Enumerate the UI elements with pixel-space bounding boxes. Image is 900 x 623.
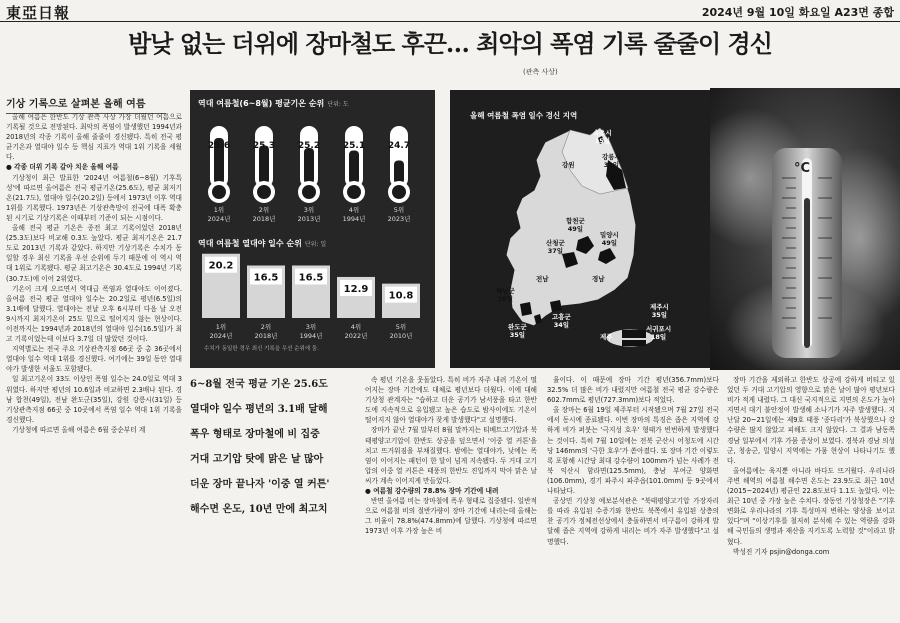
year-label: 2022년 bbox=[344, 332, 368, 340]
map-label-jeju: 제주 bbox=[600, 333, 613, 341]
article-paragraph: 공상민 기상청 예보분석관은 "북태평양고기압 가장자리를 따라 유입된 수증기와 한반도 북쪽에서 유입된 상층의 찬 공기가 정체전선상에서 충돌하면서 비구름이 강하게 발달해 좁은 지역에 강하게 내리는 비가 자주 발생했다"고 설명했다. bbox=[547, 497, 719, 546]
rank-label: 4위 bbox=[350, 323, 362, 331]
deck-line: 해수면 온도, 10년 만에 최고치 bbox=[190, 504, 328, 515]
year-label: 2023년 bbox=[387, 215, 411, 223]
data-label: 25.1 bbox=[342, 141, 366, 151]
map-label-wando: 완도군 35일 bbox=[508, 323, 527, 339]
headline: 밤낮 없는 더위에 장마철도 후끈… 최악의 폭염 기록 줄줄이 경신 bbox=[128, 29, 772, 58]
data-label: 16.5 bbox=[298, 272, 324, 284]
article-column-4 bbox=[727, 375, 895, 620]
article-paragraph: 올여름에는 육지뿐 아니라 바다도 뜨거웠다. 우리나라 주변 해역의 여름철 해수면 온도는 23.9도로 최근 10년(2015~2024년) 평균인 22.8도보다 1.1도 높았다. 이는 최근 10년 중 가장 높은 수치다. 장동언 기상청장은 "기후변화로 우리나라의 기후 특성마저 변하는 양상을 보이고 있다"며 "이상기후를 철저히 분석해 수 있는 역량을 강화해 국민들의 생명과 재산을 지키도록 노력할 것"이라고 밝혔다. bbox=[727, 466, 895, 546]
year-label: 1994년 bbox=[299, 332, 323, 340]
map-label-seogwipo: 서귀포시 18일 bbox=[646, 325, 672, 341]
newspaper-logo: 東亞日報 bbox=[6, 4, 71, 22]
map-label-gangneung: 강릉시 31일 bbox=[602, 153, 621, 169]
rank-label: 1위 bbox=[213, 206, 225, 214]
rank-label: 2위 bbox=[260, 323, 272, 331]
year-label: 2024년 bbox=[209, 332, 233, 340]
data-label: 12.9 bbox=[343, 283, 369, 295]
data-label: 24.7 bbox=[387, 141, 411, 151]
map-label-hapcheon: 합천군 49일 bbox=[566, 217, 585, 233]
seogwipo-region bbox=[622, 340, 646, 346]
tropical-nights-bar-chart bbox=[190, 90, 435, 365]
data-label: 25.2 bbox=[297, 141, 321, 151]
haenam-region bbox=[520, 302, 532, 316]
sidebar-title: 기상 기록으로 살펴본 올해 여름 bbox=[6, 95, 166, 114]
article-subhead: ● 여름철 강수량의 78.8% 장마 기간에 내려 bbox=[365, 487, 499, 496]
article-paragraph: 속 평년 기온을 웃돌았다. 특히 비가 자주 내려 기온이 떨어지는 장마 기간에도 대체로 평년보다 더웠다. 이에 대해 기상청 관계자는 "습하고 더운 공기가 남서풍을 타고 한반도에 지속적으로 유입됐고 높은 습도로 밤사이에도 기온이 떨어지지 않아 열대야가 잦게 발생했다"고 설명했다. bbox=[365, 376, 537, 425]
rank-label: 5위 bbox=[395, 323, 407, 331]
thermometer-photo bbox=[710, 88, 900, 370]
deck-line: 거대 고기압 탓에 맑은 날 많아 bbox=[190, 454, 324, 465]
chart-unit-temperature: 단위: 도 bbox=[327, 101, 349, 108]
deck-line: 열대야 일수 평년의 3.1배 달해 bbox=[190, 404, 328, 415]
jeju-city-region bbox=[622, 330, 646, 338]
article-column-1 bbox=[6, 112, 182, 620]
data-label: 10.8 bbox=[388, 290, 414, 302]
data-label: 25.6 bbox=[207, 141, 231, 151]
chart-title-tropical-nights: 역대 여름철 열대야 일수 순위 단위: 일 bbox=[198, 239, 327, 248]
rank-label: 1위 bbox=[215, 323, 227, 331]
data-label: 25.3 bbox=[252, 141, 276, 151]
article-paragraph: 기온이 크게 오르면서 역대급 폭염과 열대야도 이어졌다. 올여름 전국 평균 열대야 일수는 20.2일로 평년(6.5일)의 3.1배에 달했다. 열대야는 전날 오후 6시부터 다음 날 오전 9시까지 최저기온이 25도 밑으로 떨어지지 않는 현상이다. 이전까지는 1994년과 2018년의 열대야 일수(16.5일)가 최고 기록이었는데 이보다 3.7일 더 많았던 것이다. bbox=[6, 284, 182, 344]
chart-note: 수치가 동일한 경우 최신 기록을 우선 순위에 둠. bbox=[204, 346, 319, 352]
article-paragraph: 박성진 기자 psjin@donga.com bbox=[733, 547, 830, 556]
data-label: 20.2 bbox=[208, 260, 234, 272]
chart-title-temperature: 역대 여름철(6~8월) 평균기온 순위 단위: 도 bbox=[198, 99, 349, 108]
thermometer-unit: °C bbox=[794, 161, 811, 176]
article-paragraph: 장마가 끝난 7월 말부터 8월 말까지는 티베트고기압과 북태평양고기압이 한반도 상공을 덮으면서 '이중 열 커튼'을 치고 뜨거워짐을 부채질했다. 밤에는 열대야가, 낮에는 폭염이 이어지는 패턴이 한 달이 넘게 지속됐다. 두 거대 고기압의 이중 열 커튼은 태풍의 한반도 진입까지 막아 맑은 날씨가 계속 이어지게 만들었다. bbox=[365, 426, 537, 485]
article-subhead: ● 각종 더위 기록 갈아 치운 올해 여름 bbox=[6, 163, 119, 172]
article-paragraph: 반면 올여름 비는 장마철에 폭우 형태로 집중됐다. 일반적으로 여름철 비의 절반가량이 장마 기간에 내리는데 올해는 그 비율이 78.8%(474.8mm)에 달했다. 기상청에 따르면 1973년 이후 가장 높은 비 bbox=[365, 497, 537, 536]
rank-label: 3위 bbox=[303, 206, 315, 214]
deck-line: 6~8월 전국 평균 기온 25.6도 bbox=[190, 379, 328, 390]
map-label-haenam: 해남군 28일 bbox=[496, 287, 515, 303]
year-label: 2018년 bbox=[254, 332, 278, 340]
year-label: 2010년 bbox=[389, 332, 413, 340]
map-label-goheung: 고흥군 34일 bbox=[552, 313, 571, 329]
rank-label: 4위 bbox=[348, 206, 360, 214]
year-label: 2024년 bbox=[207, 215, 231, 223]
masthead bbox=[0, 0, 900, 22]
deck-line: 더운 장마 끝나자 '이중 열 커튼' bbox=[190, 479, 330, 490]
article-paragraph: 지역별로는 전국 주요 기상관측지점 66곳 중 총 36곳에서 열대야 일수 역대 1위를 경신했다. 여기에는 39일 동안 열대야가 발생한 서울도 포함됐다. bbox=[6, 345, 182, 374]
article-paragraph: 기상청에 따르면 올해 여름은 6월 중순부터 계 bbox=[12, 425, 146, 434]
map-label-gangwon: 강원 bbox=[562, 161, 575, 169]
rank-label: 3위 bbox=[305, 323, 317, 331]
year-label: 2013년 bbox=[297, 215, 321, 223]
article-paragraph: 올 장마는 6월 19일 제주부터 시작됐으며 7월 27일 전국에서 동시에 종료됐다. 이번 장마의 특징은 좁은 지역에 강하게 비가 퍼붓는 '극지성 호우' 형태가 빈번하게 발생했다는 것이다. 특히 7월 10일에는 전북 군산시 어청도에 시간당 146mm의 '극한 호우'가 쏟아졌다. 또 장마 기간 이렇도록 포함해 시간당 최대 강수량이 100mm가 넘는 사례가 전북 익산시 함라면(125.5mm), 충남 부여군 양화면(106.0mm), 경기 파주시 파주읍(101.0mm) 등 9곳에서 나타났다. bbox=[547, 406, 719, 496]
map-label-miryang: 밀양시 49일 bbox=[600, 231, 619, 247]
article-column-2 bbox=[365, 375, 537, 620]
chart-unit-tropical-nights: 단위: 일 bbox=[304, 241, 327, 248]
map-panel bbox=[450, 90, 710, 368]
article-column-3 bbox=[547, 375, 719, 620]
rank-label: 2위 bbox=[258, 206, 270, 214]
year-label: 2018년 bbox=[252, 215, 276, 223]
data-label: 16.5 bbox=[253, 272, 279, 284]
article-paragraph: 율이다. 이 때문에 장마 기간 평년(356.7mm)보다 32.5% 더 많은 비가 내렸지만 여름철 전국 평균 강수량은 602.7mm로 평년(727.3mm)보다 적었다. bbox=[547, 376, 719, 405]
deck-line: 폭우 형태로 장마철에 비 집중 bbox=[190, 429, 320, 440]
issue-date: 2024년 9월 10일 화요일 A23면 종합 bbox=[701, 6, 894, 19]
article-paragraph: 기상청이 최근 발표한 '2024년 여름철(6~8월) 기후특성'에 따르면 올여름은 전국 평균기온(25.6도), 평균 최저기온(21.7도), 열대야 일수(20.2일) 등에서 1973년 이후 역대 1위를 기록했다. 1973년은 기상관측망이 전국에 대폭 확충된 시기로 기상기록은 이때부터 기준이 되는 시점이다. bbox=[6, 173, 182, 222]
article-paragraph: 올해 전국 평균 기온은 종전 최고 기록이었던 2018년(25.3도)보다 비교해 0.3도 높았다. 평균 최저기온은 21.7도로 2013년 기록과 같았다. 하지만 기상기록은 수치가 동일할 경우 최신 기록을 우선 순위에 두기 때문에 이 역시 역대 1위로 기록됐다. 평균 최고기온은 30.4도로 1994년 기록(30.7도)에 이어 2위였다. bbox=[6, 224, 182, 283]
map-label-sancheong: 산청군 37일 bbox=[546, 239, 565, 255]
article-deck bbox=[190, 375, 350, 525]
thermometer-mercury bbox=[804, 198, 810, 348]
map-label-sokcho: 속초시 15일 bbox=[593, 129, 612, 145]
infographic-panel bbox=[190, 90, 435, 368]
map-title: 올해 여름철 폭염 일수 경신 지역 bbox=[470, 111, 578, 120]
article-paragraph: 장마 기간을 제외하고 한반도 상공에 강하게 버티고 있었던 두 거대 고기압의 영향으로 맑은 날이 많아 평년보다 비가 적게 내렸다. 그 대신 국지적으로 지면의 온도가 높아지면서 대기 불안정이 발생해 소나기가 자주 발생했다. 지난달 20~21일에는 제9호 태풍 '종다리'가 북상했으나 강수량은 많지 않았고 피해도 크지 않았다. 그 결과 남동쪽 경남 일부에서 기후 가뭄 증상이 보였다. 경북과 경남 의성군, 청송군, 밀양시 지역에는 가뭄 현상이 나타나기도 했다. bbox=[727, 376, 895, 465]
year-label: 1994년 bbox=[342, 215, 366, 223]
article-paragraph: 일 최고기온이 33도 이상인 폭염 일수는 24.0일로 역대 3위였다. 하지만 평년의 10.6일과 비교하면 2.3배나 된다. 경남 합천(49일), 전남 완도군(35일), 강원 강릉시(31일) 등 기상관측지점 66곳 중 10곳에서 폭염 일수 역대 1위 기록을 경신했다. bbox=[6, 375, 182, 424]
thermometer-illustration bbox=[710, 88, 900, 370]
article-paragraph: 올해 여름은 한반도 기상 관측 사상 가장 더웠던 여름으로 기록될 것으로 전망된다. 최악의 폭염이 발생했던 1994년과 2018년의 각종 기록이 올해 줄줄이 경신됐다. 특히 전국 평균기온과 열대야 일수 등 핵심 지표가 역대 1위 기록을 세웠다. bbox=[6, 113, 182, 162]
rank-label: 5위 bbox=[393, 206, 405, 214]
goheung-region bbox=[550, 300, 562, 312]
map-label-jeju-city: 제주시 35일 bbox=[650, 303, 669, 319]
map-label-gyeongnam: 경남 bbox=[592, 275, 605, 283]
photo-caption: (관측 사상) bbox=[523, 68, 558, 76]
map-label-jeonnam: 전남 bbox=[536, 275, 549, 283]
